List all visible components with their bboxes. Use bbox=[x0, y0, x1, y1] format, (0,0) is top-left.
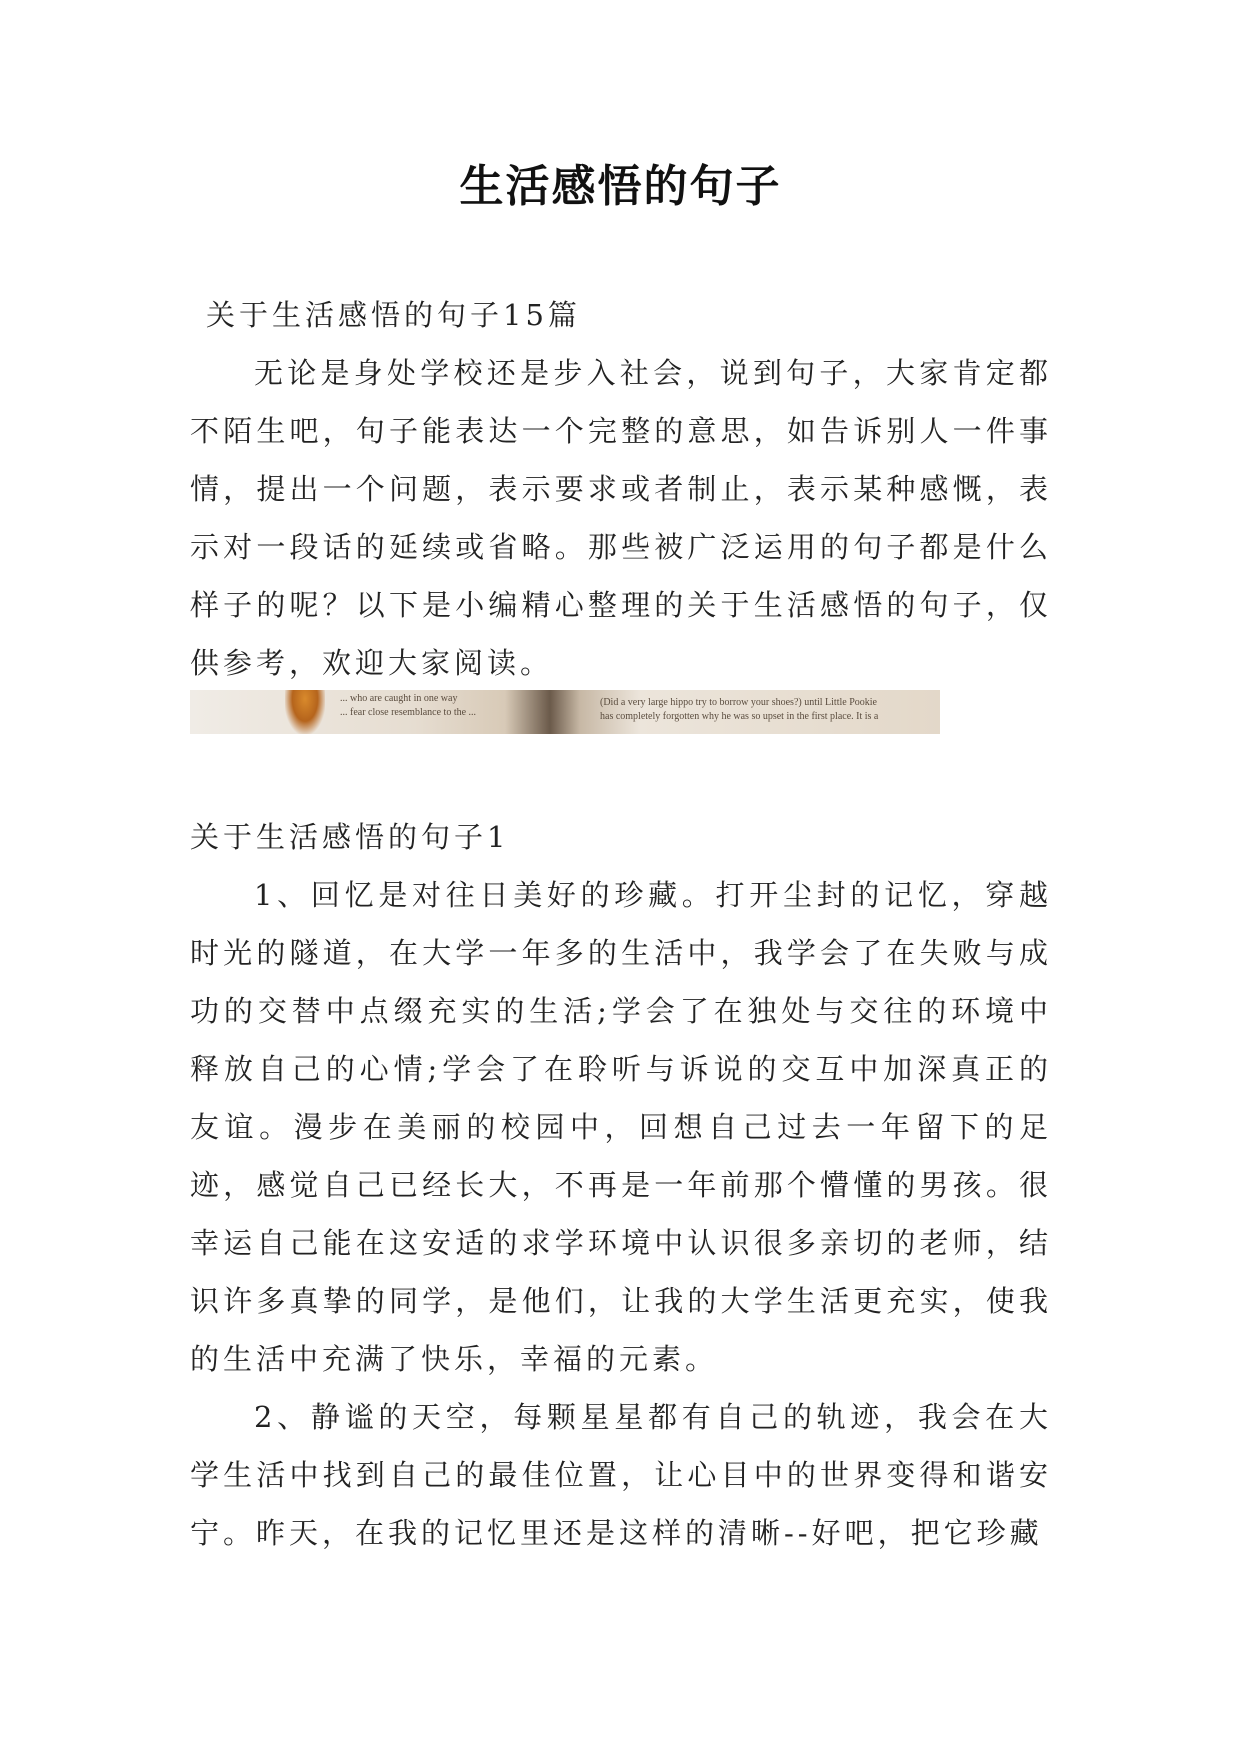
intro-section bbox=[190, 286, 1052, 692]
section-1-paragraph-1: 1、回忆是对往日美好的珍藏。打开尘封的记忆，穿越时光的隧道，在大学一年多的生活中，我学会了在失败与成功的交替中点缀充实的生活;学会了在独处与交往的环境中释放自己的心情;学会了在聆听与诉说的交互中加深真正的友谊。漫步在美丽的校园中，回想自己过去一年留下的足迹，感觉自己已经长大，不再是一年前那个懵懂的男孩。很幸运自己能在这安适的求学环境中认识很多亲切的老师，结识许多真挚的同学，是他们，让我的大学生活更充实，使我的生活中充满了快乐，幸福的元素。 bbox=[190, 878, 1052, 1376]
section-1-heading: 关于生活感悟的句子1 bbox=[190, 820, 510, 854]
intro-heading: 关于生活感悟的句子15篇 bbox=[206, 298, 581, 332]
document-title: 生活感悟的句子 bbox=[459, 161, 782, 212]
photo-left-page-text: ... who are caught in one way ... fear close resemblance to the ... bbox=[340, 693, 477, 718]
book-photo-image bbox=[190, 690, 940, 734]
section-1 bbox=[190, 808, 1052, 1562]
autumn-leaf-graphic bbox=[285, 690, 325, 734]
intro-paragraph: 无论是身处学校还是步入社会，说到句子，大家肯定都不陌生吧，句子能表达一个完整的意思，如告诉别人一件事情，提出一个问题，表示要求或者制止，表示某种感慨，表示对一段话的延续或省略。那些被广泛运用的句子都是什么样子的呢？以下是小编精心整理的关于生活感悟的句子，仅供参考，欢迎大家阅读。 bbox=[190, 356, 1052, 680]
photo-right-page-text: (Did a very large hippo try to borrow your shoes?) until Little Pookie has completely forgotten why he was so upset in the first place. It is a bbox=[600, 697, 879, 722]
section-1-paragraph-2: 2、静谧的天空，每颗星星都有自己的轨迹，我会在大学生活中找到自己的最佳位置，让心目中的世界变得和谐安宁。昨天，在我的记忆里还是这样的清晰--好吧，把它珍藏 bbox=[190, 1400, 1052, 1550]
